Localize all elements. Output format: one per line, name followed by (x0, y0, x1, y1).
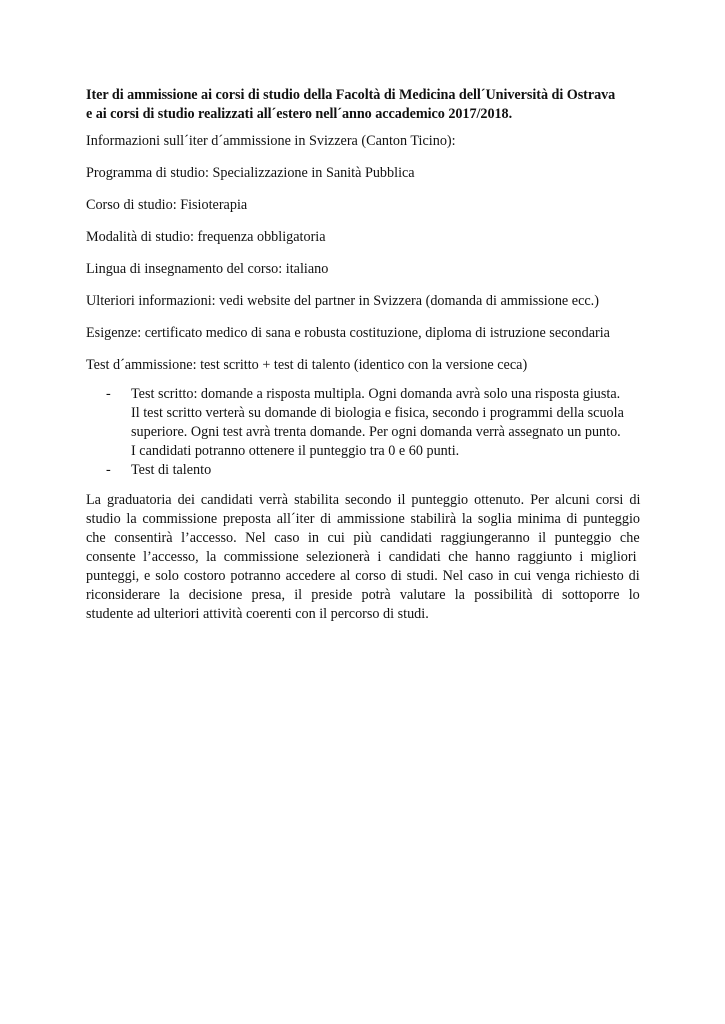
test-scritto-line-3: superiore. Ogni test avrà trenta domande. Per ogni domanda verrà assegnato un punto. (131, 424, 621, 440)
graduatoria-paragraph (86, 491, 640, 624)
test-ammissione-intro: Test d´ammissione: test scritto + test di talento (identico con la versione ceca) (86, 357, 528, 373)
esigenze: Esigenze: certificato medico di sana e robusta costituzione, diploma di istruzione secondaria (86, 325, 610, 341)
graduatoria-line-6: riconsiderare la decisione presa, il preside potrà valutare la possibilità di sottoporre lo (86, 587, 640, 603)
test-scritto-line-4: I candidati potranno ottenere il punteggio tra 0 e 60 punti. (131, 443, 460, 459)
list-dash: - (106, 386, 111, 402)
test-list (86, 385, 640, 480)
graduatoria-line-3: che consentirà l’accesso. Nel caso in cui più candidati raggiungeranno il punteggio che (86, 530, 640, 546)
document-page (86, 86, 640, 624)
lingua-di-insegnamento: Lingua di insegnamento del corso: italiano (86, 261, 329, 277)
list-item-test-scritto (86, 385, 640, 461)
corso-di-studio: Corso di studio: Fisioterapia (86, 197, 248, 213)
graduatoria-line-5: punteggi, e solo costoro potranno accedere al corso di studi. Nel caso in cui venga richiesto di (86, 568, 640, 584)
graduatoria-line-4: consente l’accesso, la commissione selezionerà i candidati che hanno raggiunto i migliori (86, 549, 637, 565)
graduatoria-line-7: studente ad ulteriori attività coerenti con il percorso di studi. (86, 606, 429, 622)
title-line-2: e ai corsi di studio realizzati all´estero nell´anno accademico 2017/2018. (86, 106, 513, 122)
test-scritto-line-2: Il test scritto verterà su domande di biologia e fisica, secondo i programmi della scuola (131, 405, 624, 421)
list-dash: - (106, 462, 111, 478)
test-talento-line-1: Test di talento (131, 462, 212, 478)
list-item-test-talento (86, 461, 640, 480)
graduatoria-line-2: studio la commissione preposta all´iter di ammissione stabilirà la soglia minima di punteggio (86, 511, 640, 527)
ulteriori-informazioni: Ulteriori informazioni: vedi website del partner in Svizzera (domanda di ammissione ecc.) (86, 293, 599, 309)
modalita-di-studio: Modalità di studio: frequenza obbligatoria (86, 229, 326, 245)
document-title (86, 86, 640, 124)
title-line-1: Iter di ammissione ai corsi di studio della Facoltà di Medicina dell´Università di Ostrava (86, 87, 616, 103)
programma-di-studio: Programma di studio: Specializzazione in Sanità Pubblica (86, 165, 415, 181)
graduatoria-line-1: La graduatoria dei candidati verrà stabilita secondo il punteggio ottenuto. Per alcuni corsi di (86, 492, 641, 508)
info-heading: Informazioni sull´iter d´ammissione in Svizzera (Canton Ticino): (86, 133, 456, 149)
test-scritto-line-1: Test scritto: domande a risposta multipla. Ogni domanda avrà solo una risposta giusta. (131, 386, 621, 402)
